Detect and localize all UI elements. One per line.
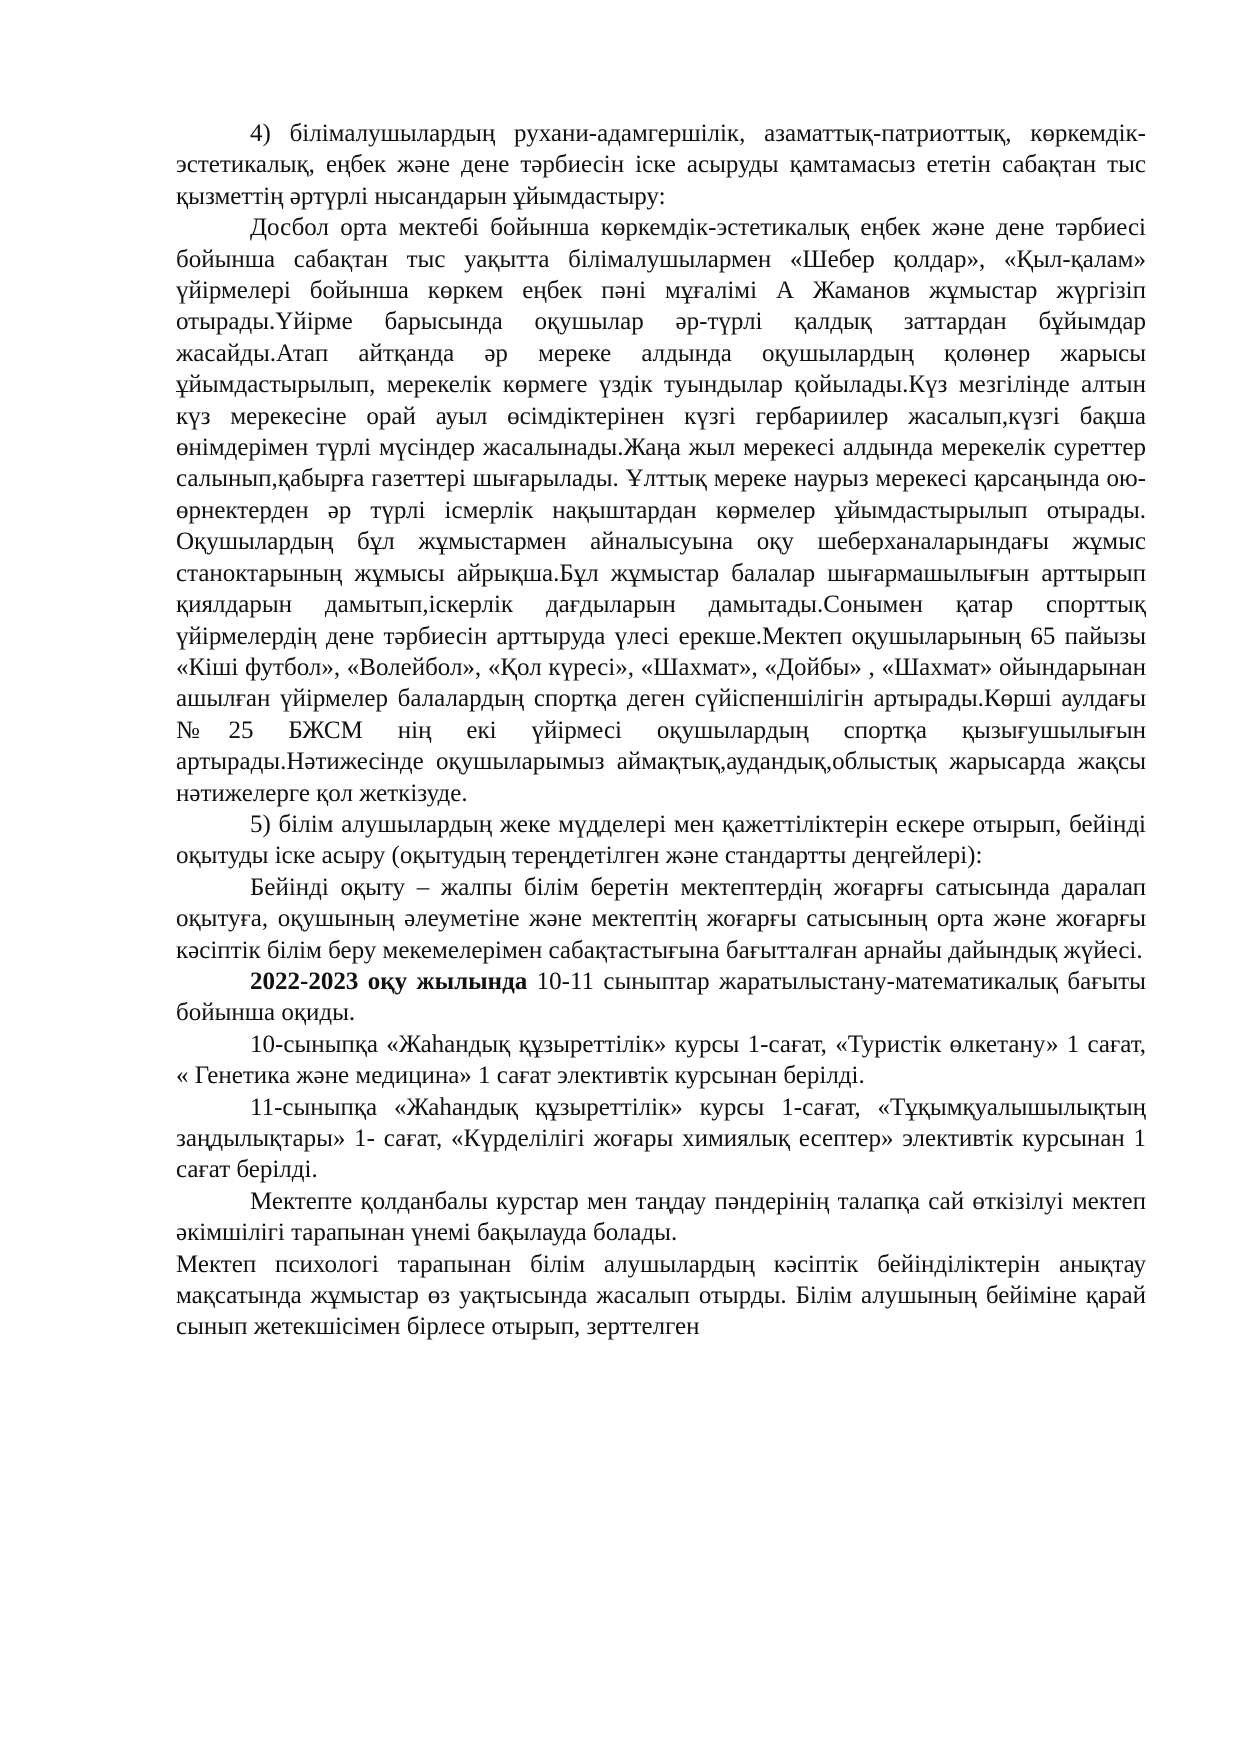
paragraph-psychologist-work: Мектеп психологі тарапынан білім алушылардың кәсіптік бейінділіктерін анықтау мақсатында жұмыстар өз уақтысында жасалып отырды. Білім алушының бейіміне қарай сынып жетекшісімен бірлесе отырып, зерттелген [176,1250,1146,1341]
paragraph-administration-control: Мектепте қолданбалы курстар мен таңдау пәндерінің талапқа сай өткізілуі мектеп әкімшілігі тарапынан үнемі бақылауда болады. [176,1187,1146,1247]
paragraph-academic-year [176,966,1146,1029]
academic-year-text: 10-11 сыныптар жаратылыстану-математикалық бағыты бойынша оқиды. [176,967,1146,1027]
paragraph-extracurricular-heading: 4) білімалушылардың рухани-адамгершілік, азаматтық-патриоттық, көркемдік-эстетикалық, еңбек және дене тәрбиесін іске асыруды қамтамасыз ететін сабақтан тыс қызметтің әртүрлі нысандарын ұйымдастыру: [176,120,1146,210]
paragraph-grade-10-courses: 10-сыныпқа «Жаһандық құзыреттілік» курсы 1-сағат, «Туристік өлкетану» 1 сағат, « Генетика және медицина» 1 сағат элективтік курсынан берілді. [176,1030,1146,1090]
paragraph-grade-11-courses: 11-сыныпқа «Жаһандық құзыреттілік» курсы 1-сағат, «Тұқымқуалышылықтың заңдылықтары» 1- сағат, «Күрделілігі жоғары химиялық есептер» элективтік курсынан 1 сағат берілді. [176,1093,1146,1184]
academic-year-label: 2022-2023 оқу жылында [250,967,528,995]
paragraph-profile-heading: 5) білім алушылардың жеке мүдделері мен қажеттіліктерін ескере отырып, бейінді оқытуды іске асыру (оқытудың тереңдетілген және стандартты деңгейлері): [176,810,1146,870]
paragraph-profile-definition: Бейінді оқыту – жалпы білім беретін мектептердің жоғарғы сатысында даралап оқытуға, оқушының әлеуметіне және мектептің жоғарғы сатысының орта және жоғарғы кәсіптік білім беру мекемелерімен сабақтастығына бағытталған арнайы дайындық жүйесі. [176,873,1146,964]
document-page [176,118,1146,1343]
paragraph-extracurricular-body: Досбол орта мектебі бойынша көркемдік-эстетикалық еңбек және дене тәрбиесі бойынша сабақтан тыс уақытта білімалушылармен «Шебер қолдар», «Қыл-қалам» үйірмелері бойынша көркем еңбек пәні мұғалімі А Жаманов жұмыстар жүргізіп отырады.Үйірме барысында оқушылар әр-түрлі қалдық заттардан бұйымдар жасайды.Атап айтқанда әр мереке алдында оқушылардың қолөнер жарысы ұйымдастырылып, мерекелік көрмеге үздік туындылар қойылады.Күз мезгілінде алтын күз мерекесіне орай ауыл өсімдіктерінен күзгі гербариилер жасалып,күзгі бақша өнімдерімен түрлі мүсіндер жасалынады.Жаңа жыл мерекесі алдында мерекелік суреттер салынып,қабырға газеттері шығарылады. Ұлттық мереке наурыз мерекесі қарсаңында ою-өрнектерден әр түрлі ісмерлік нақыштардан көрмелер ұйымдастырылып отырады. Оқушылардың бұл жұмыстармен айналысуына оқу шеберханаларындағы жұмыс станоктарының жұмысы айрықша.Бұл жұмыстар балалар шығармашылығын арттырып қиялдарын дамытып,іскерлік дағдыларын дамытады.Сонымен қатар спорттық үйірмелердің дене тәрбиесін арттыруда үлесі ерекше.Мектеп оқушыларының 65 пайызы «Кіші футбол», «Волейбол», «Қол күресі», «Шахмат», «Дойбы» , «Шахмат» ойындарынан ашылған үйірмелер балалардың спортқа деген сүйіспеншілігін артырады.Көрші аулдағы №25 БЖСМ нің екі үйірмесі оқушылардың спортқа қызығушылығын артырады.Нәтижесінде оқушыларымыз аймақтық,аудандық,облыстық жарысарда жақсы нәтижелерге қол жеткізуде. [176,214,1146,807]
